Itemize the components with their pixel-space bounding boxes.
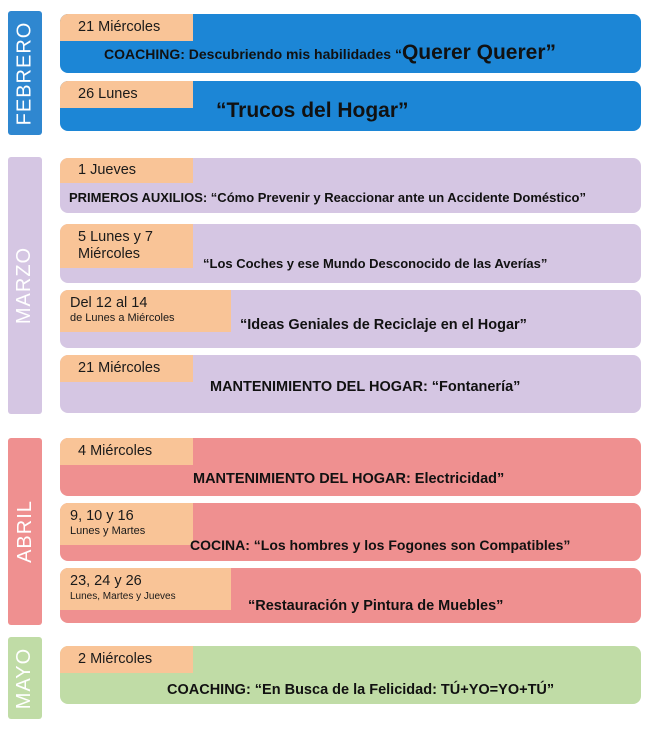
event-date: 21 Miércoles bbox=[60, 355, 193, 382]
event-card bbox=[60, 438, 641, 496]
event-title-main: “Trucos del Hogar” bbox=[216, 99, 409, 122]
event-date-line2: Lunes, Martes y Jueves bbox=[70, 591, 176, 602]
event-card bbox=[60, 355, 641, 413]
event-date bbox=[60, 568, 231, 610]
event-title: “Restauración y Pintura de Muebles” bbox=[248, 598, 504, 614]
event-card bbox=[60, 290, 641, 348]
event-date: 21 Miércoles bbox=[60, 14, 193, 41]
event-title: “Los Coches y ese Mundo Desconocido de las Averías” bbox=[203, 256, 548, 271]
event-date bbox=[60, 224, 193, 268]
event-date-line2: Lunes y Martes bbox=[70, 525, 146, 537]
event-title: COCINA: “Los hombres y los Fogones son Compatibles” bbox=[190, 537, 571, 553]
event-title: MANTENIMIENTO DEL HOGAR: “Fontanería” bbox=[210, 379, 521, 395]
event-date: 1 Jueves bbox=[60, 158, 193, 183]
month-label-marzo bbox=[8, 157, 42, 414]
month-text: ABRIL bbox=[13, 500, 36, 563]
month-label-febrero bbox=[8, 11, 42, 135]
event-date-line1: 5 Lunes y 7 bbox=[78, 229, 153, 245]
month-text: MAYO bbox=[13, 647, 36, 709]
event-date-line1: Del 12 al 14 bbox=[70, 295, 148, 311]
month-text: MARZO bbox=[13, 246, 36, 325]
event-card bbox=[60, 14, 641, 73]
event-card bbox=[60, 503, 641, 561]
event-date: 26 Lunes bbox=[60, 81, 193, 108]
event-date bbox=[60, 290, 231, 332]
event-date: 4 Miércoles bbox=[60, 438, 193, 465]
event-date bbox=[60, 503, 193, 545]
event-date-line1: 9, 10 y 16 bbox=[70, 508, 134, 524]
event-card bbox=[60, 646, 641, 704]
event-card bbox=[60, 568, 641, 623]
event-card bbox=[60, 81, 641, 131]
month-label-mayo bbox=[8, 637, 42, 719]
event-title: COACHING: “En Busca de la Felicidad: TÚ+YO=YO+TÚ” bbox=[167, 682, 555, 698]
event-date-line2: Miércoles bbox=[78, 246, 141, 262]
event-title: MANTENIMIENTO DEL HOGAR: Electricidad” bbox=[193, 471, 505, 487]
event-date-line2: de Lunes a Miércoles bbox=[70, 312, 175, 324]
event-title: PRIMEROS AUXILIOS: “Cómo Prevenir y Reaccionar ante un Accidente Doméstico” bbox=[69, 190, 586, 205]
event-title bbox=[104, 41, 556, 65]
event-date: 2 Miércoles bbox=[60, 646, 193, 673]
event-card bbox=[60, 158, 641, 213]
month-text: FEBRERO bbox=[13, 21, 36, 125]
month-label-abril bbox=[8, 438, 42, 625]
event-title-prefix: COACHING: Descubriendo mis habilidades “ bbox=[104, 46, 402, 62]
event-date-line1: 23, 24 y 26 bbox=[70, 573, 142, 589]
event-title bbox=[216, 99, 409, 123]
event-title-main: Querer Querer” bbox=[401, 41, 557, 64]
event-title: “Ideas Geniales de Reciclaje en el Hogar” bbox=[240, 317, 527, 333]
event-card bbox=[60, 224, 641, 283]
